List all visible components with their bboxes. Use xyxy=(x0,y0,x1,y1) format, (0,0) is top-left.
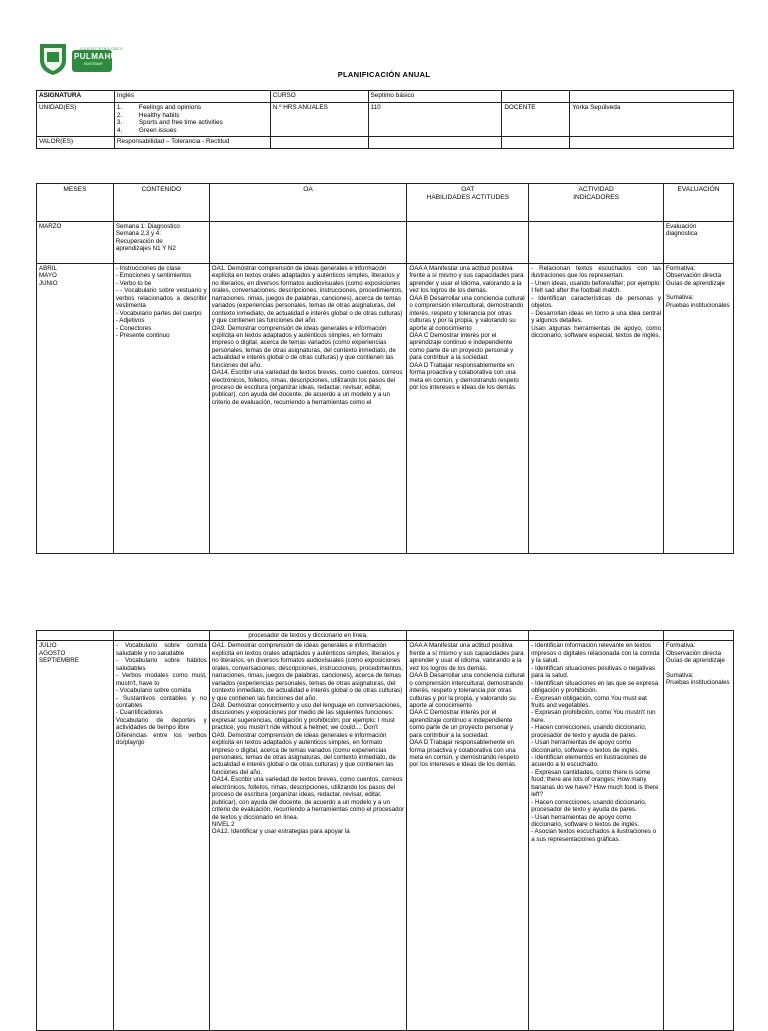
logo-line3: MONTEMAR xyxy=(84,62,103,66)
row-julio-oa: OA1. Demostrar comprensión de ideas generales e información explícita en textos orales adaptados y auténticos simples, literarios y no literarios, en diversos formatos audiovisuales (como exposiciones orales, conversaciones, descripciones, instrucciones, procedimientos, narraciones, rimas, juegos de palabras, canciones), acerca de temas variados (experiencias personales, temas de otras asignaturas, del contexto inmediato, de actualidad e interés global o de otras culturas) y que contienen las funciones del año. OA8. Demostrar conocimiento y uso del lenguaje en conversaciones, discusiones y exposiciones por medio de las siguientes funciones: expresar sugerencias, obligación y prohibición; por ejemplo: I must practice; you mustn't ride without a helmet; we could...; Don't OA9. Demostrar comprensión de ideas generales e información explícita en textos adaptados y auténticos simples, en formato impreso o digital, acerca de temas variados (como experiencias personales, temas de otras asignaturas, del contexto inmediato, de actualidad e interés global o de otras culturas) y que contienen las funciones del año. OA14. Escribir una variedad de textos breves, como cuentos, correos electrónicos, folletos, rimas, descripciones, utilizando los pasos del proceso de escritura (organizar ideas, redactar, revisar, editar, publicar), con ayuda del docente, de acuerdo a un modelo y a un criterio de evaluación, recurriendo a herramientas como el procesador de textos y diccionario en línea. NIVEL 2 OA12. Identificar y usar estrategias para apoyar la xyxy=(209,641,407,1031)
curso-value: Septimo básico xyxy=(368,91,502,103)
valores-value: Responsabilidad – Tolerancia - Rectitud xyxy=(114,136,270,148)
col-contenido: CONTENIDO xyxy=(113,184,209,222)
row-julio-actividad: - Identifican información relevante en textos impresos o digitales relacionada con la comida y la salud. - Identifican situaciones positivas o negativas para la salud. - Identifican situaciones en las que se expresa obligación y prohibición. - Expresan obligación, como You must eat fruits and vegetables. - Expresan prohibición, como You mustn't run here. - Hacen correcciones, usando diccionario, procesador de texto y ayuda de pares. - Usan herramientas de apoyo como diccionario, software o textos de inglés. - Identifican elementos en ilustraciones de acuerdo a lo escuchado. - Expresan cantidades, como there is some food; there are lots of oranges; How many bananas do we have? How much food is there left? - Hacen correcciones, usando diccionario, procesador de texto y ayuda de pares. - Usan herramientas de apoyo como diccionario, software o textos de inglés. - Asocian textos escuchados a ilustraciones o a sus representaciones gráficas. xyxy=(529,641,664,1031)
col-oa: OA xyxy=(209,184,407,222)
unidades-list: 1. Feelings and opinions 2. Healthy habits 3. Sports and free time activities 4. Green issues xyxy=(114,103,270,137)
unidades-label: UNIDAD(ES) xyxy=(37,103,115,137)
valores-label: VALOR(ES) xyxy=(37,136,115,148)
row-abril-oat: OAA A Manifestar una actitud positiva frente a sí mismo y sus capacidades para aprender y usar el idioma, valorando a la vez los logros de los demás. OAA B Desarrollar una conciencia cultural o comprensión intercultural, demostrando interés, respeto y tolerancia por otras culturas y por la propia, y valorando su aporte al conocimiento OAA C Demostrar interés por el aprendizaje continuo e independiente como parte de un proyecto personal y para contribuir a la sociedad. OAA D Trabajar responsablemente en forma proactiva y colaborativa con una meta en común, y demostrando respeto por los intereses e ideas de los demás. xyxy=(407,264,529,554)
curso-label: CURSO xyxy=(270,91,368,103)
unit-item: Green issues xyxy=(138,127,177,135)
row-julio-contenido: - Vocabulario sobre comida saludable y no saludable - Vocabulario sobre hábitos saludables - Verbos modales como must, mustn't, have to - Vocabulario sobre comida - Sustantivos contables y no contables - Cuantificadores Vocabulario de deportes y actividades de tiempo libre Diferencias entre los verbos do/play/go xyxy=(113,641,209,1031)
unit-item: Sports and free time activities xyxy=(138,119,223,127)
unit-item: Feelings and opinions xyxy=(138,104,202,111)
hrs-label: N.º HRS ANUALES xyxy=(270,103,368,137)
row-abril-oa: OA1. Demostrar comprensión de ideas generales e información explícita en textos orales adaptados y auténticos simples, literarios y no literarios, en diversos formatos audiovisuales (como exposiciones orales, conversaciones, descripciones, instrucciones, procedimientos, narraciones, rimas, juegos de palabras, canciones), acerca de temas variados (experiencias personales, temas de otras asignaturas, del contexto inmediato, de actualidad e interés global o de otras culturas) y que contienen las funciones del año. OA9. Demostrar comprensión de ideas generales e información explícita en textos adaptados y auténticos simples, en formato impreso o digital, acerca de temas variados (como experiencias personales, temas de otras asignaturas, del contexto inmediato, de actualidad e interés global o de otras culturas) y que contienen las funciones del año. OA14. Escribir una variedad de textos breves, como cuentos, correos electrónicos, folletos, rimas, descripciones, utilizando los pasos del proceso de escritura (organizar ideas, redactar, revisar, editar, publicar), con ayuda del docente, de acuerdo a un modelo y a un criterio de evaluación, recurriendo a herramientas como el xyxy=(209,264,407,554)
logo-line1: COLEGIO TECNOLÓGICO xyxy=(80,47,123,51)
docente-label: DOCENTE xyxy=(502,103,570,137)
oa-continued: procesador de textos y diccionario en línea. xyxy=(209,631,407,641)
row-julio-oat: OAA A Manifestar una actitud positiva frente a sí mismo y sus capacidades para aprender y usar el idioma, valorando a la vez los logros de los demás. OAA B Desarrollar una conciencia cultural o comprensión intercultural, demostrando interés, respeto y tolerancia por otras culturas y por la propia, y valorando su aporte al conocimiento OAA C Demostrar interés por el aprendizaje continuo e independiente como parte de un proyecto personal y para contribuir a la sociedad. OAA D Trabajar responsablemente en forma proactiva y colaborativa con una meta en común, y demostrando respeto por los intereses e ideas de los demás. xyxy=(407,641,529,1031)
col-meses: MESES xyxy=(37,184,114,222)
hrs-value: 110 xyxy=(368,103,502,137)
row-marzo-eval: Evaluación diagnostica xyxy=(664,222,734,264)
asignatura-label: ASIGNATURA xyxy=(37,91,115,103)
row-abril-contenido: - Instrucciones de clase - Emociones y sentimientos - Verbo to be - - Vocabulario sobre vestuario y verbos relacionados a describir vestimenta - Vocabulario partes del cuerpo - Adjetivos - Conectores - Presente continuo xyxy=(113,264,209,554)
row-abril-meses: ABRIL MAYO JUNIO xyxy=(37,264,114,554)
col-evaluacion: EVALUACIÓN xyxy=(664,184,734,222)
planning-table-continued xyxy=(36,630,734,1031)
document-title: PLANIFICACIÓN ANUAL xyxy=(337,70,431,79)
row-abril-eval: Formativa: Observación directa Guías de aprendizaje Sumativa: Pruebas institucionales xyxy=(664,264,734,554)
page-gap xyxy=(0,572,768,630)
row-abril-actividad: - Relacionan textos escuchados con las ilustraciones que los representan. - Unen ideas, usando before/after; por ejemplo: I felt sad after the football match. - Identifican características de personas y objetos. - Desarrollan ideas en torno a una idea central y algunos detalles. Usan algunas herramientas de apoyo, como diccionario, software especial, textos de inglés. xyxy=(529,264,664,554)
row-marzo-mes: MARZO xyxy=(37,222,114,264)
docente-value: Yorka Sepúlveda xyxy=(570,103,734,137)
unit-item: Healthy habits xyxy=(138,111,180,119)
row-julio-eval: Formativa: Observación directa Guías de aprendizaje Sumativa: Pruebas institucionales xyxy=(664,641,734,1031)
asignatura-value: Inglés xyxy=(114,91,270,103)
row-julio-meses: JULIO AGOSTO SEPTIEMBRE xyxy=(37,641,114,1031)
col-oat: OAT HABILIDADES ACTITUDES xyxy=(407,184,529,222)
row-marzo-contenido: Semana 1: Diagnostico Semana 2,3 y 4: Recuperación de aprendizajes N1 Y N2 xyxy=(113,222,209,264)
col-actividad: ACTIVIDAD INDICADORES xyxy=(529,184,664,222)
header-table xyxy=(36,90,734,149)
logo-line2: PULMAHUE xyxy=(74,52,123,61)
planning-table xyxy=(36,183,734,554)
